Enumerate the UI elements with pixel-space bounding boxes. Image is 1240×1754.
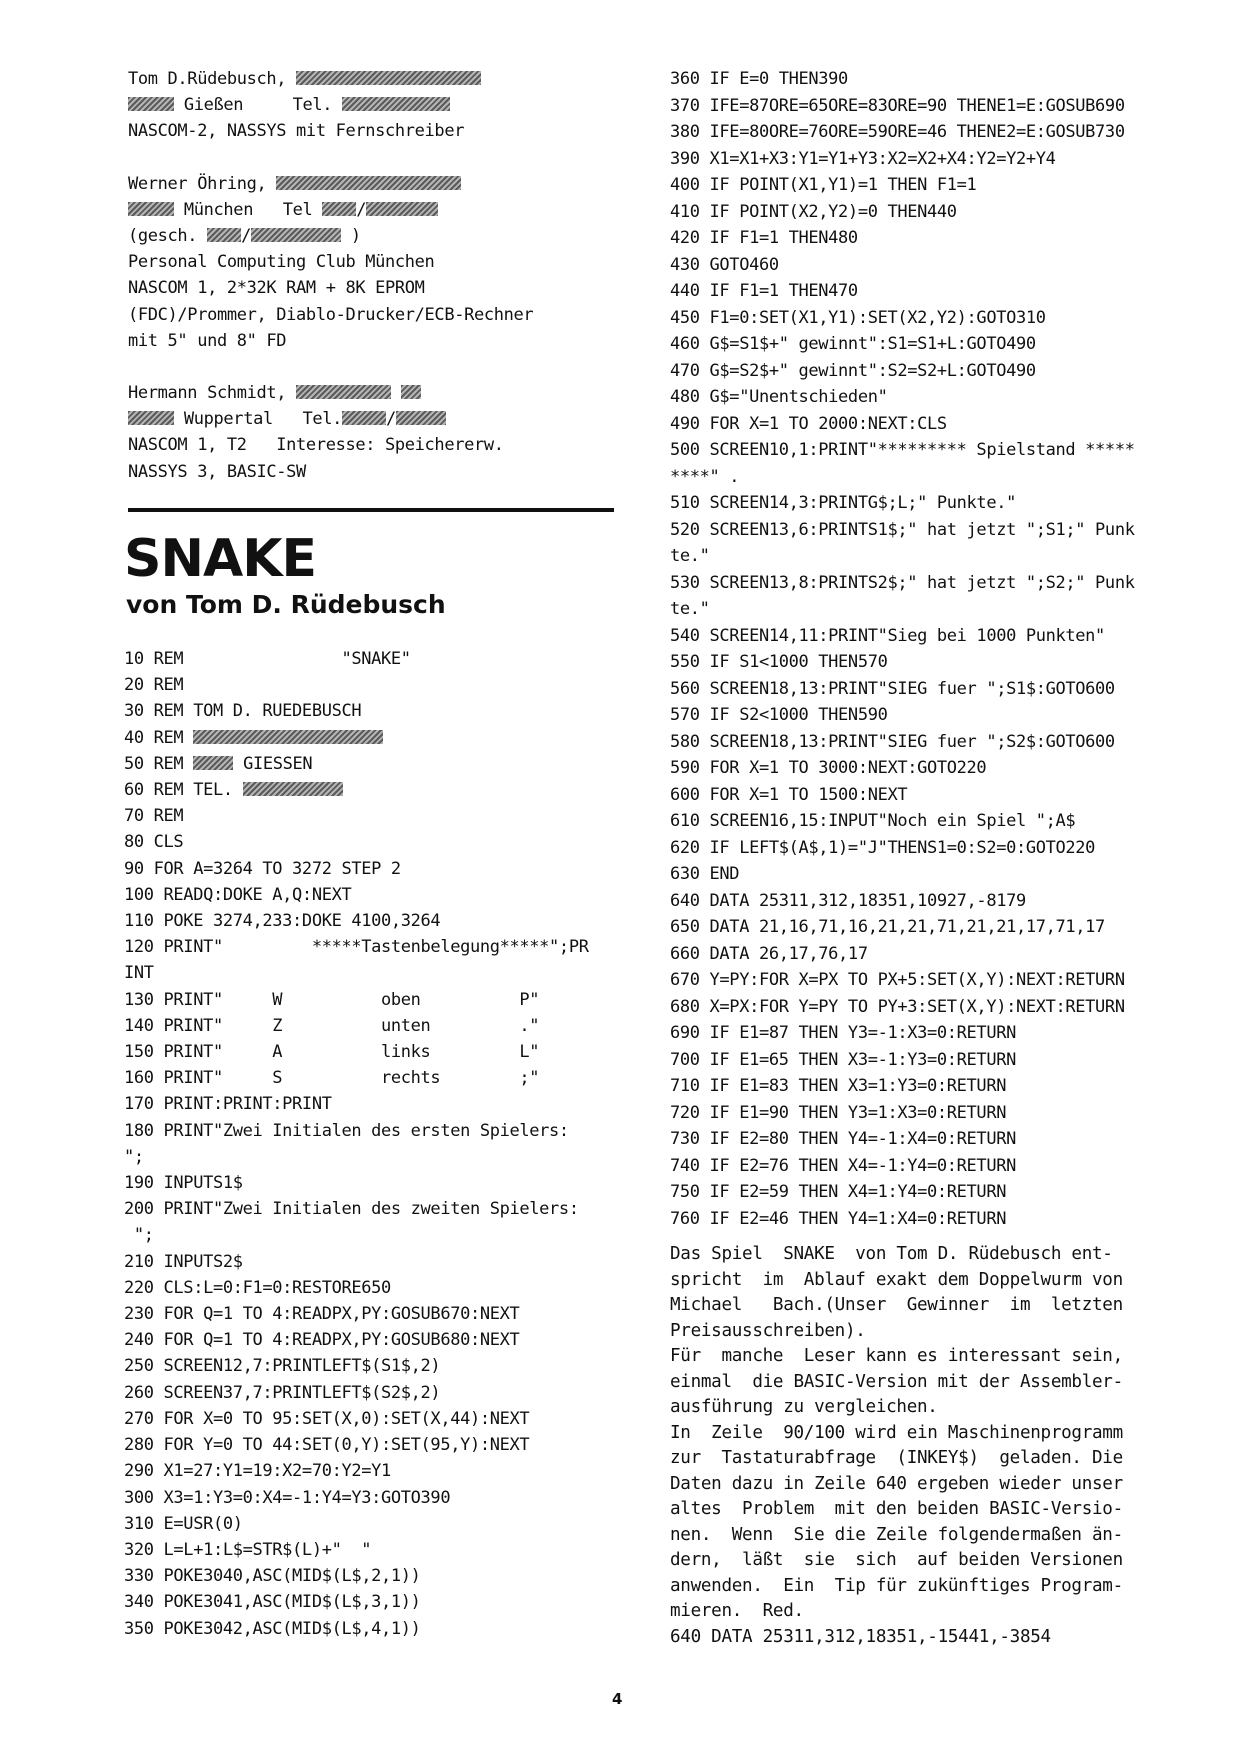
code-line: 510 SCREEN14,3:PRINTG$;L;" Punkte." bbox=[670, 493, 1016, 513]
code-line: 450 F1=0:SET(X1,Y1):SET(X2,Y2):GOTO310 bbox=[670, 307, 1046, 328]
article-text bbox=[670, 1242, 1190, 1650]
code-line: 720 IF E1=90 THEN Y3=1:X3=0:RETURN bbox=[670, 1102, 1007, 1123]
code-line: 630 END bbox=[670, 864, 740, 884]
text-line: altes Problem mit den beiden BASIC-Versio- bbox=[670, 1499, 1123, 1519]
text-line: Das Spiel SNAKE von Tom D. Rüdebusch ent- bbox=[670, 1244, 1113, 1264]
contact-line: München Tel / bbox=[128, 197, 638, 223]
code-line: 530 SCREEN13,8:PRINTS2$;" hat jetzt ";S2;" Punk bbox=[670, 572, 1135, 593]
redaction-block bbox=[128, 202, 174, 216]
redaction-block bbox=[342, 411, 386, 425]
article-byline: von Tom D. Rüdebusch bbox=[126, 590, 446, 619]
code-line: 60 REM TEL. bbox=[124, 777, 644, 803]
code-line: 400 IF POINT(X1,Y1)=1 THEN F1=1 bbox=[670, 175, 977, 195]
code-line: 300 X3=1:Y3=0:X4=-1:Y4=Y3:GOTO390 bbox=[124, 1487, 451, 1508]
code-line: 580 SCREEN18,13:PRINT"SIEG fuer ";S2$:GOTO600 bbox=[670, 731, 1115, 752]
code-line: 280 FOR Y=0 TO 44:SET(0,Y):SET(95,Y):NEXT bbox=[124, 1435, 530, 1456]
contact-line: (FDC)/Prommer, Diablo-Drucker/ECB-Rechner bbox=[128, 304, 534, 325]
text-line: dern, läßt sie sich auf beiden Versionen bbox=[670, 1550, 1123, 1570]
code-line: 590 FOR X=1 TO 3000:NEXT:GOTO220 bbox=[670, 758, 987, 778]
code-line: ****" . bbox=[670, 466, 740, 487]
code-line: 100 READQ:DOKE A,Q:NEXT bbox=[124, 884, 352, 905]
code-line: 120 PRINT" *****Tastenbelegung*****";PR bbox=[124, 937, 589, 958]
code-line: 650 DATA 21,16,71,16,21,21,71,21,21,17,71,17 bbox=[670, 917, 1105, 937]
code-line: "; bbox=[124, 1225, 154, 1246]
code-line: 290 X1=27:Y1=19:X2=70:Y2=Y1 bbox=[124, 1461, 391, 1482]
redaction-block bbox=[207, 228, 241, 242]
code-line: 380 IFE=80ORE=76ORE=59ORE=46 THENE2=E:GOSUB730 bbox=[670, 122, 1125, 142]
text-line: nen. Wenn Sie die Zeile folgendermaßen än- bbox=[670, 1524, 1123, 1545]
text-line: Michael Bach.(Unser Gewinner im letzten bbox=[670, 1295, 1123, 1315]
code-line: 260 SCREEN37,7:PRINTLEFT$(S2$,2) bbox=[124, 1382, 441, 1403]
redaction-block bbox=[342, 97, 450, 111]
code-line: 660 DATA 26,17,76,17 bbox=[670, 943, 868, 964]
code-line: 30 REM TOM D. RUEDEBUSCH bbox=[124, 701, 362, 722]
code-line: 20 REM bbox=[124, 675, 184, 696]
code-line: 550 IF S1<1000 THEN570 bbox=[670, 652, 888, 672]
redaction-block bbox=[322, 202, 356, 216]
code-line: 350 POKE3042,ASC(MID$(L$,4,1)) bbox=[124, 1618, 421, 1639]
text-line: anwenden. Ein Tip für zukünftiges Program- bbox=[670, 1575, 1123, 1596]
code-line: 310 E=USR(0) bbox=[124, 1513, 243, 1534]
code-line: 420 IF F1=1 THEN480 bbox=[670, 228, 858, 248]
code-line: 250 SCREEN12,7:PRINTLEFT$(S1$,2) bbox=[124, 1356, 441, 1377]
code-line: 110 POKE 3274,233:DOKE 4100,3264 bbox=[124, 911, 441, 932]
code-line: 500 SCREEN10,1:PRINT"********* Spielstand ***** bbox=[670, 440, 1135, 460]
code-line: te." bbox=[670, 599, 710, 619]
code-line: 70 REM bbox=[124, 806, 184, 827]
text-line: spricht im Ablauf exakt dem Doppelwurm von bbox=[670, 1269, 1123, 1290]
code-line: 180 PRINT"Zwei Initialen des ersten Spielers: bbox=[124, 1120, 569, 1141]
code-line: 90 FOR A=3264 TO 3272 STEP 2 bbox=[124, 858, 401, 879]
contact-line: NASCOM-2, NASSYS mit Fernschreiber bbox=[128, 121, 465, 142]
text-line: ausführung zu vergleichen. bbox=[670, 1397, 938, 1417]
code-line: 190 INPUTS1$ bbox=[124, 1173, 243, 1194]
code-line: 490 FOR X=1 TO 2000:NEXT:CLS bbox=[670, 413, 947, 434]
text-line: Für manche Leser kann es interessant sein, bbox=[670, 1346, 1123, 1366]
code-line: INT bbox=[124, 963, 154, 984]
text-line: zur Tastaturabfrage (INKEY$) geladen. Die bbox=[670, 1448, 1123, 1468]
code-line: 10 REM "SNAKE" bbox=[124, 649, 411, 669]
text-line: 640 DATA 25311,312,18351,-15441,-3854 bbox=[670, 1626, 1051, 1647]
code-line: 270 FOR X=0 TO 95:SET(X,0):SET(X,44):NEXT bbox=[124, 1408, 530, 1429]
contact-line: Hermann Schmidt, bbox=[128, 380, 638, 406]
contact-line: Wuppertal Tel. / bbox=[128, 406, 638, 432]
code-line: 210 INPUTS2$ bbox=[124, 1251, 243, 1272]
code-line: 520 SCREEN13,6:PRINTS1$;" hat jetzt ";S1;" Punk bbox=[670, 519, 1135, 540]
code-line: 700 IF E1=65 THEN X3=-1:Y3=0:RETURN bbox=[670, 1049, 1016, 1070]
redaction-block bbox=[128, 411, 174, 425]
contact-entry bbox=[128, 380, 638, 485]
contact-line: NASCOM 1, 2*32K RAM + 8K EPROM bbox=[128, 278, 425, 299]
code-line: 600 FOR X=1 TO 1500:NEXT bbox=[670, 784, 908, 805]
code-line: 480 G$="Unentschieden" bbox=[670, 387, 888, 407]
code-line: 440 IF F1=1 THEN470 bbox=[670, 281, 858, 301]
redaction-block bbox=[251, 228, 341, 242]
basic-listing-left bbox=[124, 646, 644, 1642]
contact-entry bbox=[128, 66, 638, 145]
code-line: 320 L=L+1:L$=STR$(L)+" " bbox=[124, 1539, 372, 1560]
text-line: Daten dazu in Zeile 640 ergeben wieder unser bbox=[670, 1473, 1123, 1494]
right-column bbox=[670, 66, 1190, 1650]
code-line: 370 IFE=87ORE=65ORE=83ORE=90 THENE1=E:GOSUB690 bbox=[670, 95, 1125, 116]
code-line: 680 X=PX:FOR Y=PY TO PY+3:SET(X,Y):NEXT:RETURN bbox=[670, 996, 1125, 1017]
code-line: 360 IF E=0 THEN390 bbox=[670, 69, 848, 89]
contact-line: Personal Computing Club München bbox=[128, 252, 435, 273]
section-divider bbox=[128, 508, 614, 512]
code-line: 470 G$=S2$+" gewinnt":S2=S2+L:GOTO490 bbox=[670, 360, 1036, 381]
code-line: 740 IF E2=76 THEN X4=-1:Y4=0:RETURN bbox=[670, 1155, 1016, 1176]
code-line: 340 POKE3041,ASC(MID$(L$,3,1)) bbox=[124, 1592, 421, 1613]
contact-line: mit 5" und 8" FD bbox=[128, 330, 287, 351]
article-title: SNAKE bbox=[124, 529, 317, 589]
code-line: 570 IF S2<1000 THEN590 bbox=[670, 705, 888, 725]
contact-line: NASCOM 1, T2 Interesse: Speichererw. bbox=[128, 435, 504, 456]
code-line: 220 CLS:L=0:F1=0:RESTORE650 bbox=[124, 1277, 391, 1298]
text-line: einmal die BASIC-Version mit der Assembler- bbox=[670, 1371, 1123, 1392]
redaction-block bbox=[366, 202, 438, 216]
contact-line: (gesch. / ) bbox=[128, 226, 361, 247]
contact-line: NASSYS 3, BASIC-SW bbox=[128, 461, 306, 482]
basic-listing-right bbox=[670, 66, 1190, 1232]
text-line: In Zeile 90/100 wird ein Maschinenprogramm bbox=[670, 1422, 1123, 1443]
redaction-block bbox=[401, 385, 421, 399]
contact-line: Tom D.Rüdebusch, bbox=[128, 66, 638, 92]
code-line: 560 SCREEN18,13:PRINT"SIEG fuer ";S1$:GOTO600 bbox=[670, 678, 1115, 699]
code-line: te." bbox=[670, 546, 710, 566]
code-line: 200 PRINT"Zwei Initialen des zweiten Spielers: bbox=[124, 1199, 579, 1220]
code-line: 80 CLS bbox=[124, 832, 184, 853]
code-line: 140 PRINT" Z unten ." bbox=[124, 1015, 540, 1036]
redaction-block bbox=[296, 385, 391, 399]
code-line: 430 GOTO460 bbox=[670, 254, 779, 275]
code-line: 50 REM GIESSEN bbox=[124, 753, 313, 774]
code-line: 690 IF E1=87 THEN Y3=-1:X3=0:RETURN bbox=[670, 1023, 1016, 1043]
code-line: 640 DATA 25311,312,18351,10927,-8179 bbox=[670, 890, 1026, 911]
page-number: 4 bbox=[612, 1690, 623, 1708]
code-line: "; bbox=[124, 1146, 144, 1167]
contact-line: Gießen Tel. bbox=[128, 92, 638, 118]
code-line: 730 IF E2=80 THEN Y4=-1:X4=0:RETURN bbox=[670, 1129, 1016, 1149]
code-line: 760 IF E2=46 THEN Y4=1:X4=0:RETURN bbox=[670, 1208, 1007, 1229]
code-line: 540 SCREEN14,11:PRINT"Sieg bei 1000 Punkten" bbox=[670, 625, 1105, 646]
contacts-block bbox=[128, 66, 638, 511]
code-line: 130 PRINT" W oben P" bbox=[124, 989, 540, 1010]
redaction-block bbox=[128, 97, 174, 111]
code-line: 170 PRINT:PRINT:PRINT bbox=[124, 1094, 332, 1115]
contact-line: Werner Öhring, bbox=[128, 171, 638, 197]
code-line: 330 POKE3040,ASC(MID$(L$,2,1)) bbox=[124, 1566, 421, 1587]
text-line: Preisausschreiben). bbox=[670, 1320, 866, 1341]
code-line: 150 PRINT" A links L" bbox=[124, 1042, 540, 1063]
code-line: 610 SCREEN16,15:INPUT"Noch ein Spiel ";A$ bbox=[670, 811, 1076, 831]
text-line: mieren. Red. bbox=[670, 1601, 804, 1621]
redaction-block bbox=[296, 71, 481, 85]
code-line: 460 G$=S1$+" gewinnt":S1=S1+L:GOTO490 bbox=[670, 334, 1036, 354]
code-line: 230 FOR Q=1 TO 4:READPX,PY:GOSUB670:NEXT bbox=[124, 1304, 520, 1325]
code-line: 240 FOR Q=1 TO 4:READPX,PY:GOSUB680:NEXT bbox=[124, 1330, 520, 1351]
code-line: 410 IF POINT(X2,Y2)=0 THEN440 bbox=[670, 201, 957, 222]
redaction-block bbox=[276, 176, 461, 190]
redaction-block bbox=[243, 782, 343, 796]
code-line: 390 X1=X1+X3:Y1=Y1+Y3:X2=X2+X4:Y2=Y2+Y4 bbox=[670, 148, 1056, 169]
contact-entry bbox=[128, 171, 638, 354]
code-line: 620 IF LEFT$(A$,1)="J"THENS1=0:S2=0:GOTO220 bbox=[670, 837, 1096, 858]
code-line: 710 IF E1=83 THEN X3=1:Y3=0:RETURN bbox=[670, 1076, 1007, 1096]
code-line: 160 PRINT" S rechts ;" bbox=[124, 1068, 540, 1089]
code-line: 750 IF E2=59 THEN X4=1:Y4=0:RETURN bbox=[670, 1182, 1007, 1202]
redaction-block bbox=[193, 730, 383, 744]
code-line: 670 Y=PY:FOR X=PX TO PX+5:SET(X,Y):NEXT:RETURN bbox=[670, 970, 1125, 990]
redaction-block bbox=[193, 756, 233, 770]
code-line: 40 REM bbox=[124, 725, 644, 751]
redaction-block bbox=[396, 411, 446, 425]
